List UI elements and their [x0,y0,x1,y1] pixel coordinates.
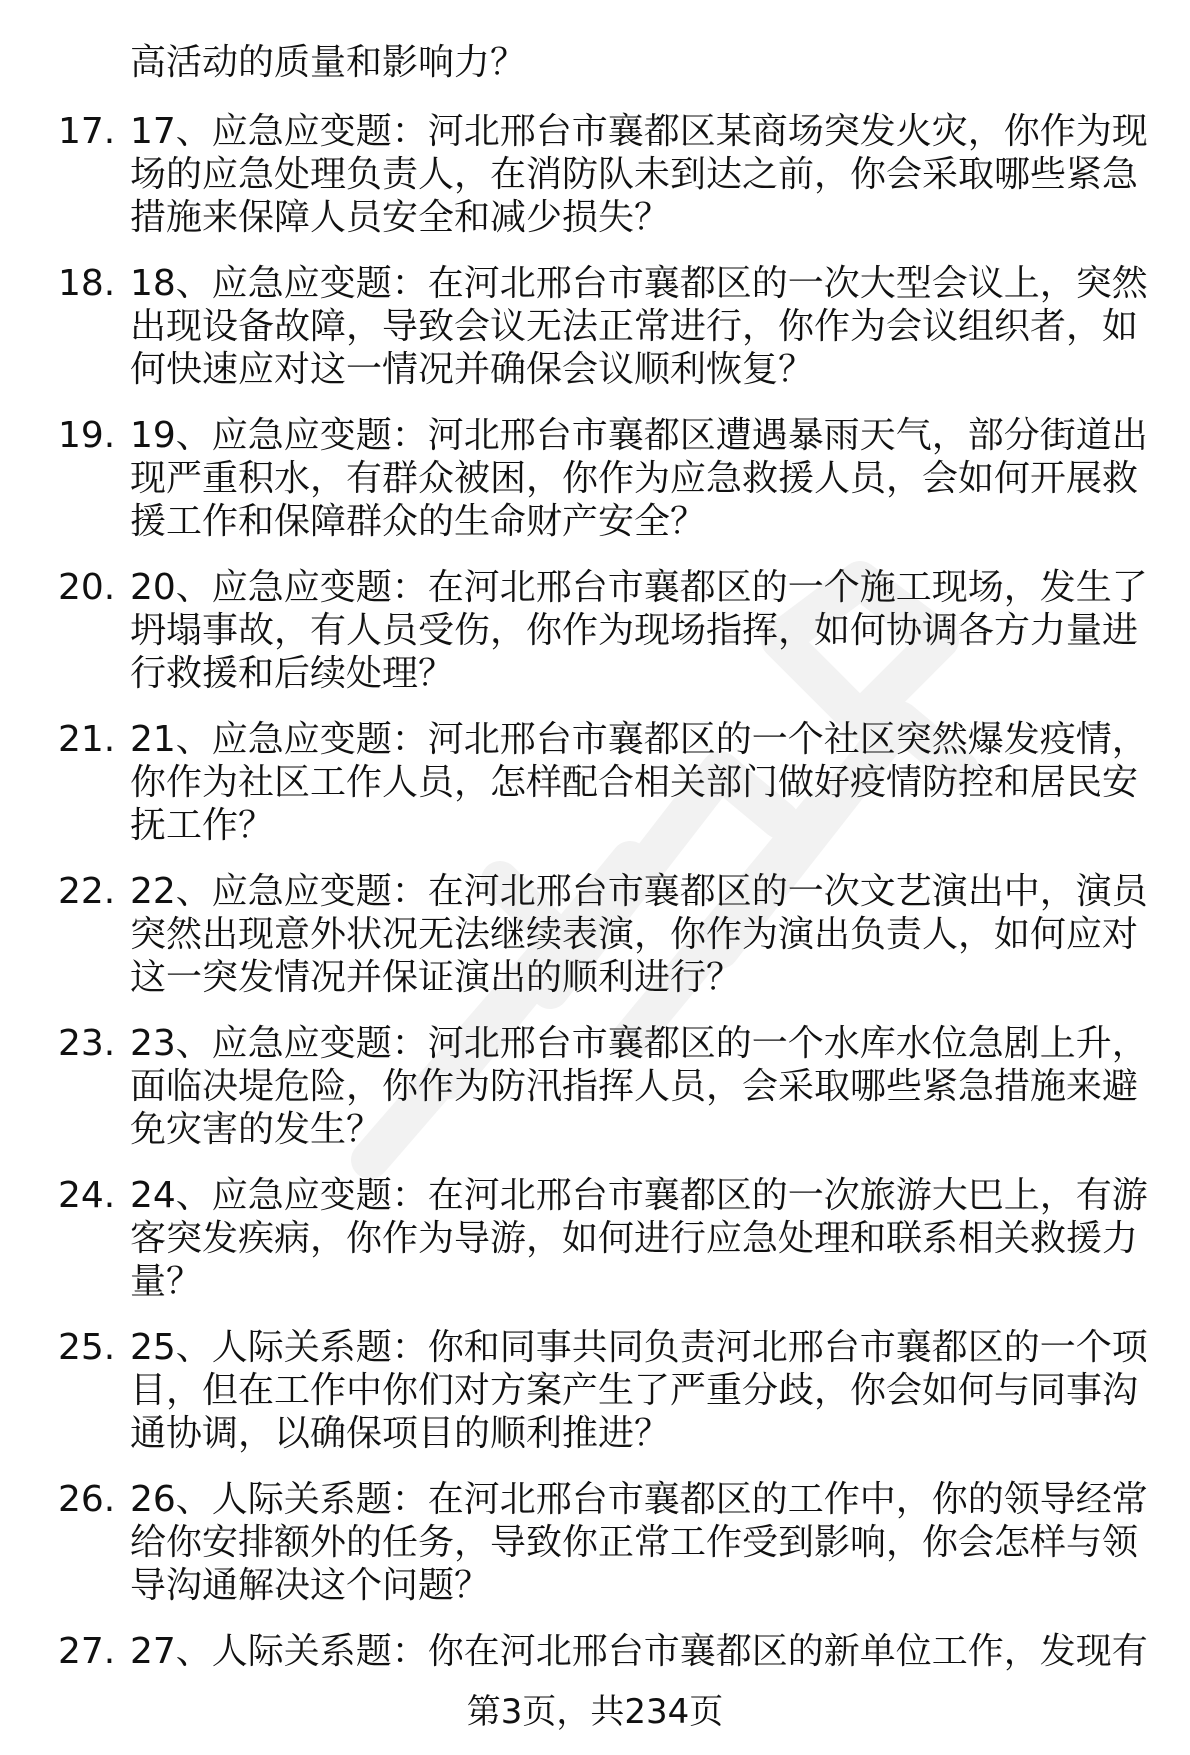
item-text: 20、应急应变题：在河北邢台市襄都区的一个施工现场，发生了坍塌事故，有人员受伤，你作为现场指挥，如何协调各方力量进行救援和后续处理？ [130,567,1148,694]
item-text: 25、人际关系题：你和同事共同负责河北邢台市襄都区的一个项目，但在工作中你们对方案产生了严重分歧，你会如何与同事沟通协调，以确保项目的顺利推进？ [130,1327,1148,1454]
list-item [0,262,1190,390]
list-item [0,1326,1190,1454]
item-number: 23. [58,1023,116,1064]
item-text: 17、应急应变题：河北邢台市襄都区某商场突发火灾，你作为现场的应急处理负责人，在消防队未到达之前，你会采取哪些紧急措施来保障人员安全和减少损失？ [130,111,1148,238]
item-text: 21、应急应变题：河北邢台市襄都区的一个社区突然爆发疫情，你作为社区工作人员，怎样配合相关部门做好疫情防控和居民安抚工作？ [130,719,1148,846]
continuation-text: 高活动的质量和影响力？ [130,42,527,83]
item-text: 18、应急应变题：在河北邢台市襄都区的一次大型会议上，突然出现设备故障，导致会议无法正常进行，你作为会议组织者，如何快速应对这一情况并确保会议顺利恢复？ [130,263,1148,390]
item-number: 20. [58,567,116,608]
item-number: 18. [58,263,116,304]
list-item [0,870,1190,998]
item-text: 24、应急应变题：在河北邢台市襄都区的一次旅游大巴上，有游客突发疾病，你作为导游，如何进行应急处理和联系相关救援力量？ [130,1175,1148,1302]
item-text: 22、应急应变题：在河北邢台市襄都区的一次文艺演出中，演员突然出现意外状况无法继续表演，你作为演出负责人，如何应对这一突发情况并保证演出的顺利进行？ [130,871,1148,998]
list-item [0,1630,1190,1676]
list-item [0,1478,1190,1606]
list-item [0,1022,1190,1150]
item-number: 22. [58,871,116,912]
list-item [0,566,1190,694]
list-item [0,110,1190,238]
item-number: 17. [58,111,116,152]
list-item [0,1174,1190,1302]
item-text: 27、人际关系题：你在河北邢台市襄都区的新单位工作，发现有 [130,1631,1148,1672]
page-number-footer: 第3页，共234页 [466,1692,724,1732]
item-text: 26、人际关系题：在河北邢台市襄都区的工作中，你的领导经常给你安排额外的任务，导致你正常工作受到影响，你会怎样与领导沟通解决这个问题？ [130,1479,1148,1606]
question-list [0,110,1190,1700]
item-text: 23、应急应变题：河北邢台市襄都区的一个水库水位急剧上升，面临决堤危险，你作为防汛指挥人员，会采取哪些紧急措施来避免灾害的发生？ [130,1023,1148,1150]
item-number: 25. [58,1327,116,1368]
item-number: 24. [58,1175,116,1216]
item-text: 19、应急应变题：河北邢台市襄都区遭遇暴雨天气，部分街道出现严重积水，有群众被困，你作为应急救援人员，会如何开展救援工作和保障群众的生命财产安全？ [130,415,1148,542]
item-number: 26. [58,1479,116,1520]
item-number: 21. [58,719,116,760]
list-item [0,718,1190,846]
list-item [0,414,1190,542]
item-number: 19. [58,415,116,456]
item-number: 27. [58,1631,116,1672]
